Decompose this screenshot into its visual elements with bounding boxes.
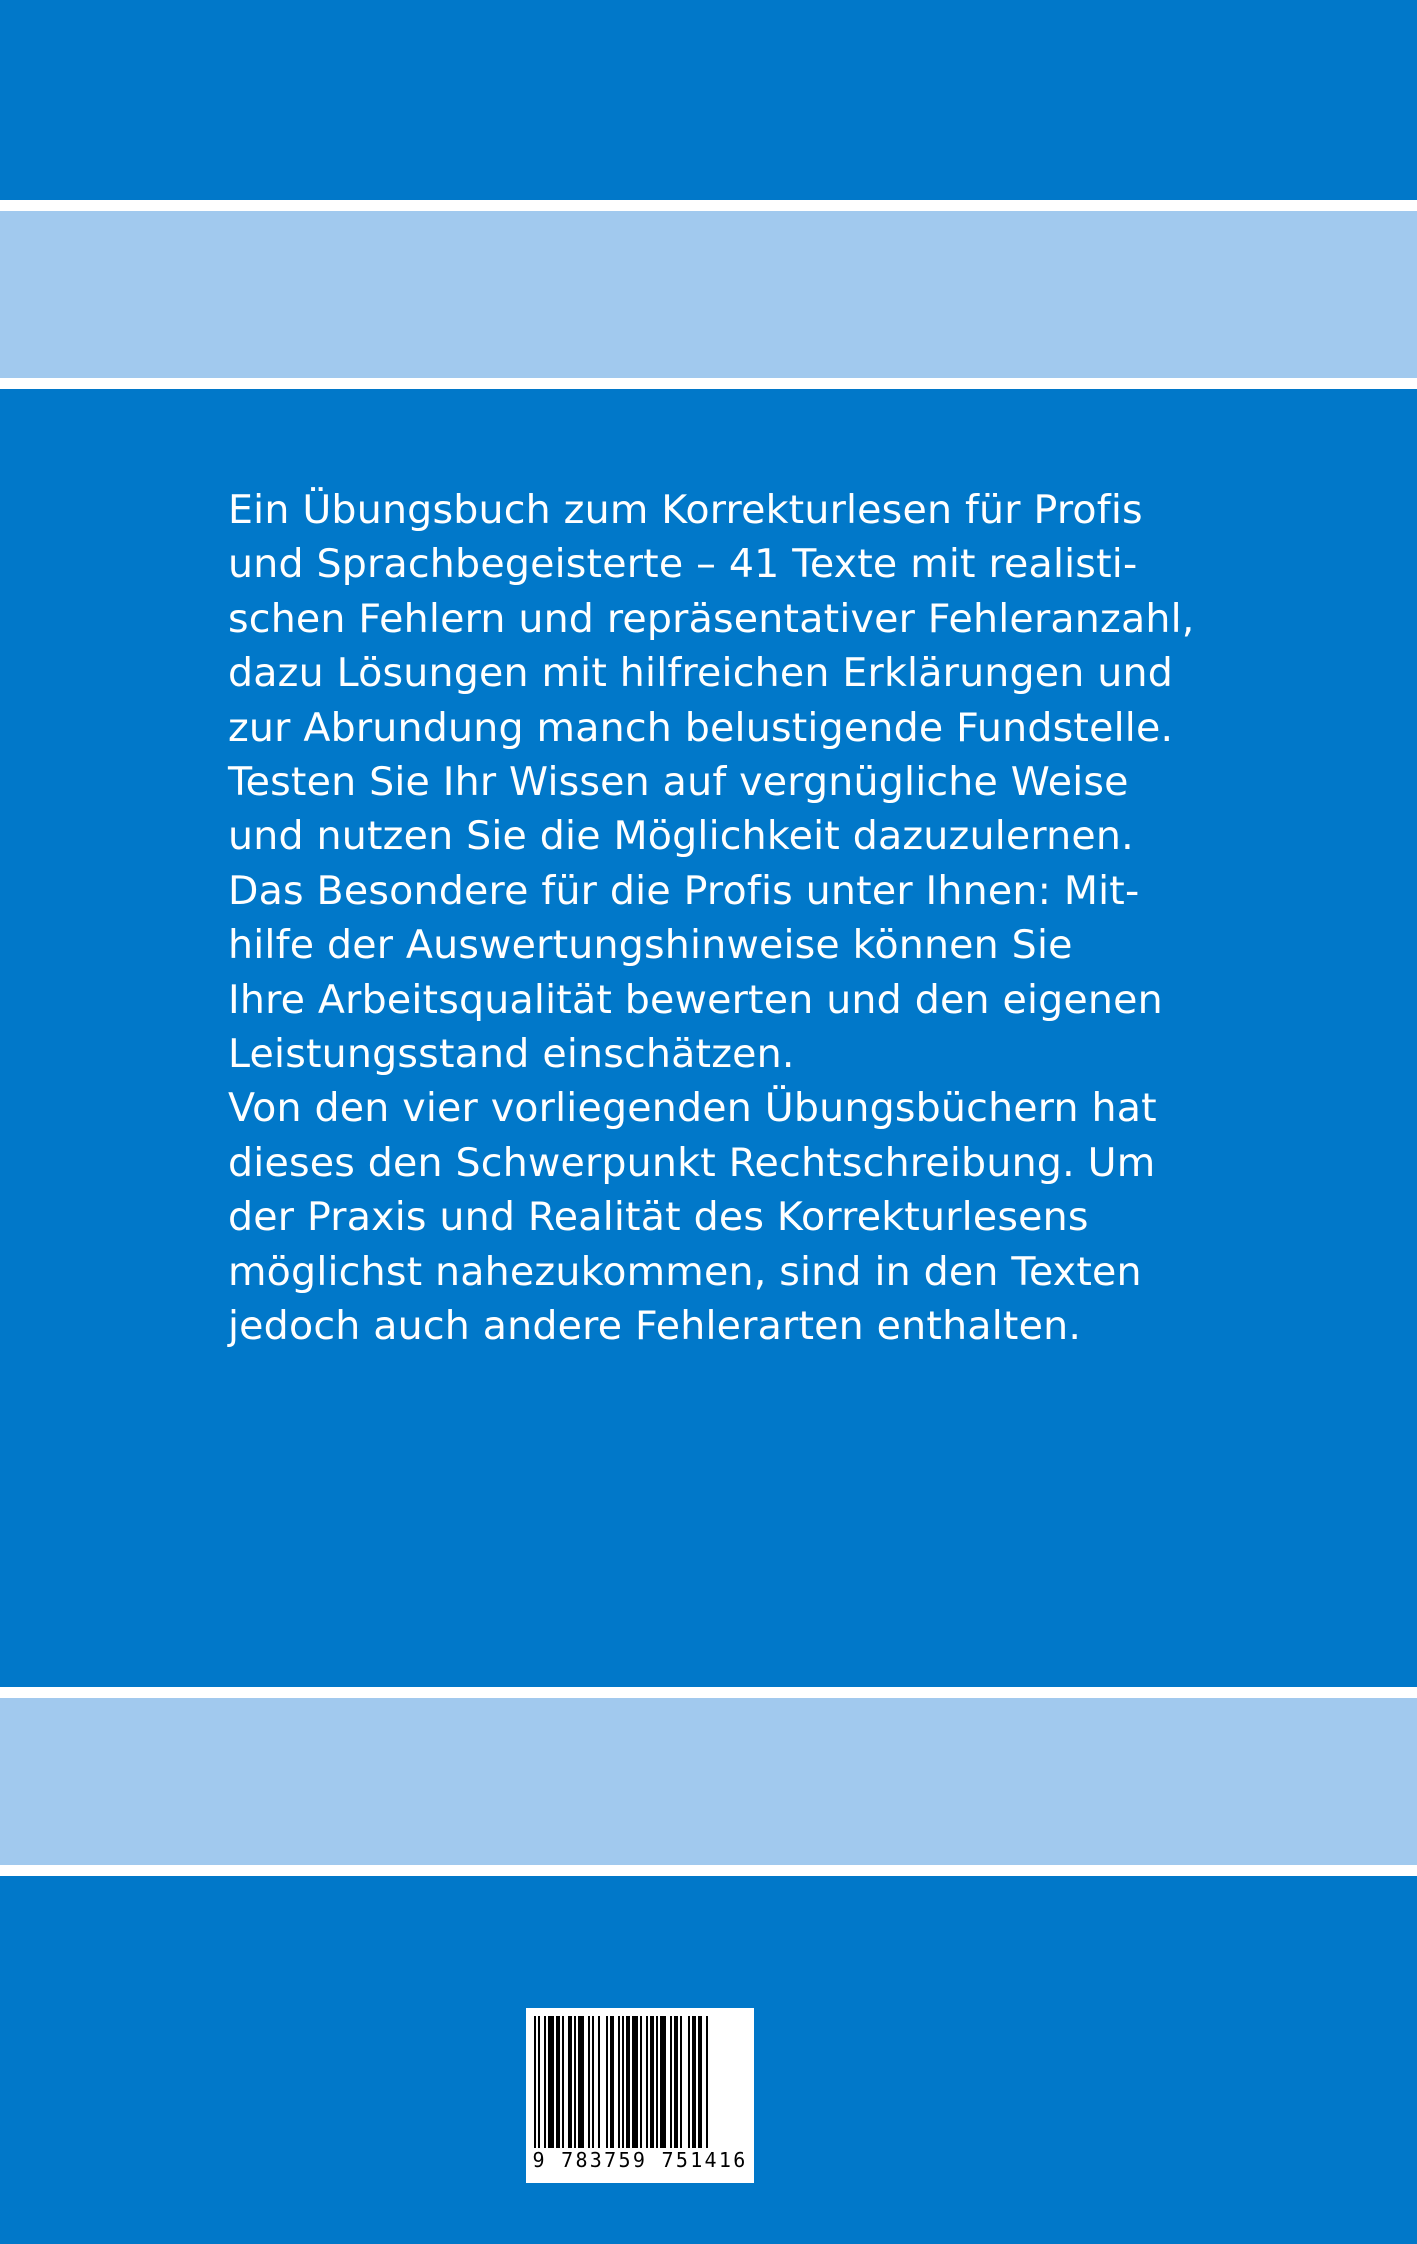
barcode-bar [680,2016,682,2148]
barcode-bar [646,2016,648,2148]
barcode-bar [538,2016,540,2148]
blurb-line: Das Besondere für die Profis unter Ihnen: Mit- [228,867,1140,914]
barcode-bar [650,2016,654,2148]
blurb-line: dazu Lösungen mit hilfreichen Erklärungen und [228,650,1174,697]
barcode-bar [622,2016,624,2148]
blurb-line: Von den vier vorliegenden Übungsbüchern hat [228,1085,1157,1132]
bottom-light-band [0,1698,1417,1865]
barcode-bar [618,2016,620,2148]
blurb-line: hilfe der Auswertungshinweise können Sie [228,922,1073,969]
back-cover-blurb [228,483,1228,1354]
isbn-number: 9 783759 751416 [532,2148,748,2172]
blurb-line: und nutzen Sie die Möglichkeit dazuzulernen. [228,813,1134,860]
bottom-white-stripe-lower [0,1865,1417,1876]
barcode-bar [556,2016,560,2148]
barcode-bar [626,2016,630,2148]
barcode-bar [568,2016,572,2148]
barcode-bar [574,2016,576,2148]
blurb-line: dieses den Schwerpunkt Rechtschreibung. Um [228,1139,1156,1186]
barcode-bar [544,2016,546,2148]
barcode-bar [632,2016,638,2148]
barcode-bar [660,2016,666,2148]
blurb-line: Ein Übungsbuch zum Korrekturlesen für Profis [228,487,1143,533]
barcode-bar [610,2016,614,2148]
barcode-bar [534,2016,536,2148]
barcode-bar [562,2016,564,2148]
top-light-band [0,211,1417,378]
blurb-line: Leistungsstand einschätzen. [228,1031,795,1078]
blurb-line: Testen Sie Ihr Wissen auf vergnügliche Weise [228,759,1129,806]
blurb-line: zur Abrundung manch belustigende Fundstelle. [228,704,1174,751]
barcode-bar [688,2016,690,2148]
barcode-bar [606,2016,608,2148]
blurb-line: jedoch auch andere Fehlerarten enthalten. [228,1303,1082,1350]
barcode-bars [532,2016,748,2148]
barcode-bar [640,2016,642,2148]
barcode-bar [698,2016,702,2148]
barcode-bar [598,2016,600,2148]
barcode-bar [588,2016,590,2148]
blurb-line: Ihre Arbeitsqualität bewerten und den eigenen [228,976,1163,1023]
barcode-bar [692,2016,696,2148]
blurb-line: und Sprachbegeisterte – 41 Texte mit realisti- [228,541,1138,588]
barcode-bar [548,2016,554,2148]
blurb-line: möglichst nahezukommen, sind in den Texten [228,1248,1142,1295]
bottom-white-stripe-upper [0,1687,1417,1698]
isbn-barcode [526,2008,754,2183]
barcode-bar [674,2016,678,2148]
barcode-bar [592,2016,594,2148]
barcode-bar [578,2016,584,2148]
top-white-stripe-lower [0,378,1417,389]
barcode-bar [656,2016,658,2148]
blurb-line: schen Fehlern und repräsentativer Fehleranzahl, [228,595,1195,642]
barcode-bar [670,2016,672,2148]
top-white-stripe-upper [0,200,1417,211]
barcode-bar [706,2016,708,2148]
blurb-line: der Praxis und Realität des Korrekturlesens [228,1194,1089,1241]
